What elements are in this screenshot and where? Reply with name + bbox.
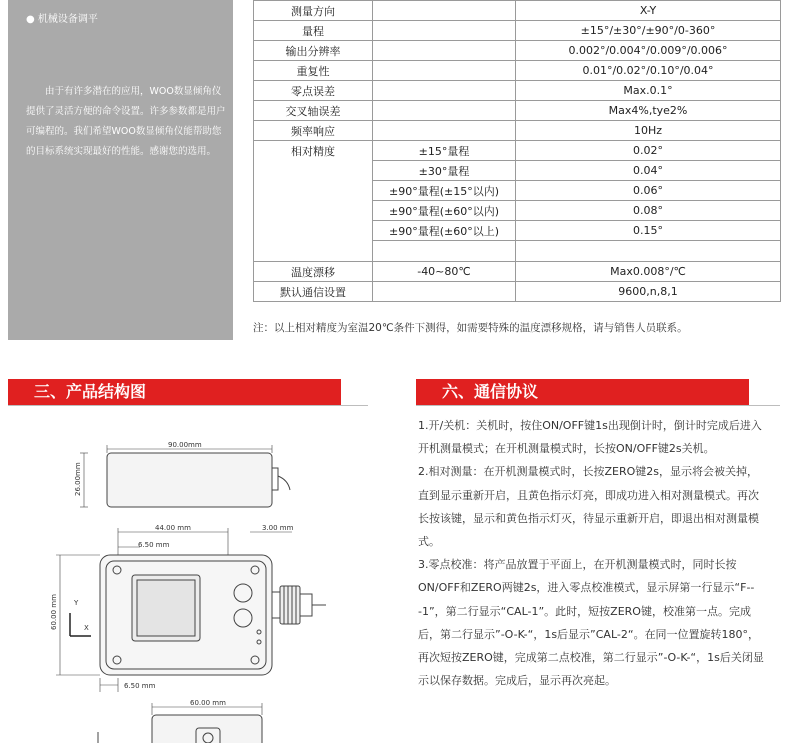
spec-label: 零点误差	[254, 81, 373, 101]
spec-sub: -40~80℃	[373, 262, 516, 282]
axis-x-label: X	[84, 624, 89, 632]
spec-sub: ±90°量程(±60°以上)	[373, 221, 516, 241]
spec-sub: ±30°量程	[373, 161, 516, 181]
spec-sub	[373, 61, 516, 81]
spec-value: Max4%,tye2%	[516, 101, 781, 121]
spec-row	[254, 81, 781, 101]
accuracy-note: 注：以上相对精度为室温20℃条件下测得，如需要特殊的温度漂移规格，请与销售人员联系。	[253, 322, 688, 334]
spec-row	[254, 262, 781, 282]
dim-650-b: 6.50 mm	[124, 682, 156, 690]
section-header-structure	[8, 379, 341, 405]
spec-label: 交叉轴误差	[254, 101, 373, 121]
section-header-protocol	[416, 379, 749, 405]
dim-650-a: 6.50 mm	[138, 541, 170, 549]
spec-value: 0.15°	[516, 221, 781, 241]
spec-row	[254, 21, 781, 41]
spec-value: 0.06°	[516, 181, 781, 201]
spec-row	[254, 41, 781, 61]
section-title-structure: 三、产品结构图	[34, 382, 147, 401]
spec-sub: ±15°量程	[373, 141, 516, 161]
dim-width-top: 90.00mm	[168, 441, 202, 449]
spec-row	[254, 121, 781, 141]
side-view-outline	[107, 453, 290, 507]
dim-60-v: 60.00 mm	[50, 594, 58, 630]
application-bullet: ● 机械设备调平	[26, 14, 98, 25]
application-panel	[8, 0, 233, 340]
spec-label-accuracy: 相对精度	[254, 141, 373, 262]
spec-row	[254, 141, 781, 161]
protocol-relative: 2.相对测量：在开机测量模式时，长按ZERO键2s，显示将会被关掉，直到显示重新开启，且黄色指示灯亮，即成功进入相对测量模式。再次长按该键，显示和黄色指示灯灭，待显示重新开启，即退出相对测量模式。	[418, 465, 759, 549]
spec-value: 0.002°/0.004°/0.009°/0.006°	[516, 41, 781, 61]
section-divider-protocol	[416, 405, 780, 406]
spec-label: 量程	[254, 21, 373, 41]
spec-row	[254, 61, 781, 81]
spec-value	[516, 241, 781, 262]
spec-label: 温度漂移	[254, 262, 373, 282]
spec-sub	[373, 282, 516, 302]
application-description: 由于有许多潜在的应用，WOO数显倾角仪提供了灵活方便的命令设置。许多参数都是用户可编程的。我们希望WOO数显倾角仪能帮助您的目标系统实现最好的性能。感谢您的选用。	[26, 86, 226, 157]
spec-value: 0.08°	[516, 201, 781, 221]
protocol-power: 1.开/关机：关机时，按住ON/OFF键1s出现倒计时，倒计时完成后进入开机测量模式；在开机测量模式时，长按ON/OFF键2s关机。	[418, 419, 762, 456]
spec-label: 输出分辨率	[254, 41, 373, 61]
spec-sub	[373, 1, 516, 21]
spec-sub	[373, 21, 516, 41]
spec-value: 0.04°	[516, 161, 781, 181]
axis-y-label: Y	[74, 599, 79, 607]
spec-label: 默认通信设置	[254, 282, 373, 302]
spec-row	[254, 1, 781, 21]
spec-value: 0.01°/0.02°/0.10°/0.04°	[516, 61, 781, 81]
dim-height-top: 26.00mm	[74, 462, 82, 496]
spec-label: 重复性	[254, 61, 373, 81]
spec-label: 测量方向	[254, 1, 373, 21]
product-structure-drawing	[0, 420, 340, 743]
protocol-text	[418, 414, 764, 692]
front-view-housing	[100, 555, 272, 675]
spec-value: Max0.008°/℃	[516, 262, 781, 282]
spec-sub	[373, 41, 516, 61]
spec-value: Max.0.1°	[516, 81, 781, 101]
spec-sub	[373, 81, 516, 101]
dim-60-h: 60.00 mm	[190, 699, 226, 707]
spec-value: 10Hz	[516, 121, 781, 141]
section-title-protocol: 六、通信协议	[442, 382, 539, 401]
spec-label: 频率响应	[254, 121, 373, 141]
spec-sub	[373, 241, 516, 262]
spec-value: ±15°/±30°/±90°/0-360°	[516, 21, 781, 41]
spec-sub	[373, 121, 516, 141]
spec-sub: ±90°量程(±15°以内)	[373, 181, 516, 201]
spec-row	[254, 282, 781, 302]
spec-row	[254, 101, 781, 121]
section-divider-structure	[8, 405, 368, 406]
spec-sub: ±90°量程(±60°以内)	[373, 201, 516, 221]
protocol-zero-calibration: 3.零点校准：将产品放置于平面上，在开机测量模式时，同时长按ON/OFF和ZERO两键2s，进入零点校准模式，显示屏第一行显示“F---1”，第二行显示“CAL-1”。此时，短按ZERO键，校准第一点。完成后，第二行显示”-O-K-“，1s后显示”CAL-2“。在同一位置旋转180°，再次短按ZERO键，完成第二点校准，第二行显示”-O-K-“，1s后关闭显示以保存数据。完成后，显示再次亮起。	[418, 558, 764, 688]
dim-3: 3.00 mm	[262, 524, 294, 532]
bottom-view-outline	[98, 715, 262, 743]
cable-gland	[272, 586, 326, 624]
spec-value: 9600,n,8,1	[516, 282, 781, 302]
spec-value: X-Y	[516, 1, 781, 21]
spec-table	[253, 0, 781, 302]
dim-44: 44.00 mm	[155, 524, 191, 532]
spec-value: 0.02°	[516, 141, 781, 161]
spec-sub	[373, 101, 516, 121]
